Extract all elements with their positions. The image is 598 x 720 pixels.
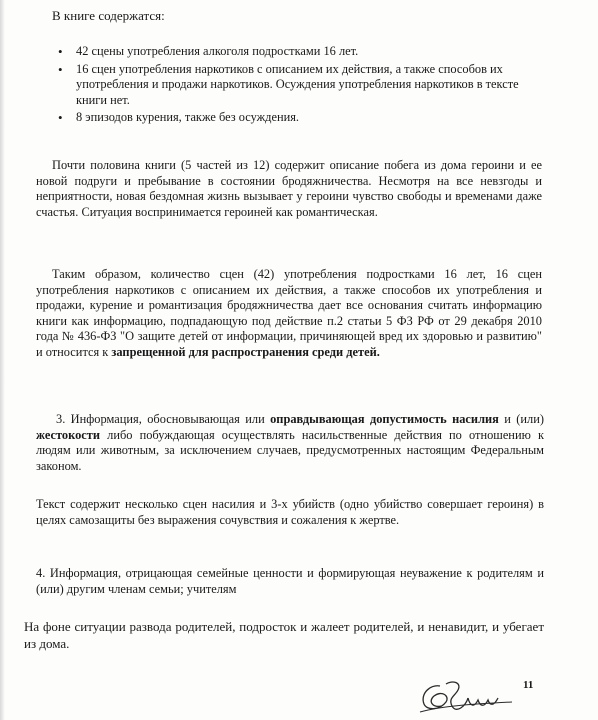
criterion-text-1: 3. Информация, обосновывающая или xyxy=(56,412,271,426)
intro-heading: В книге содержатся: xyxy=(52,8,165,23)
criterion-text-2: и (или) xyxy=(498,412,544,426)
bullet-icon: • xyxy=(58,110,63,125)
paragraph-conclusion xyxy=(36,267,542,360)
conclusion-text: Таким образом, количество сцен (42) употребления подростками 16 лет, 16 сцен употребления наркотиков с описанием их действия, а также способов их употребления и продажи, курение и романтизация бродяжничества дает все основания считать информацию книги как информацию, подпадающую под действие п.2 статьи 5 ФЗ РФ от 29 декабря 2010 года № 436-ФЗ "О защите детей от информации, причиняющей вред их здоровью и развитию" и относится к xyxy=(36,267,542,359)
paragraph-divorce: На фоне ситуации развода родителей, подросток и жалеет родителей, и ненавидит, и убегает из дома. xyxy=(24,619,544,651)
list-item-text: 16 сцен употребления наркотиков с описанием их действия, а также способов их употребления и продажи наркотиков. Осуждения употребления наркотиков в тексте книги нет. xyxy=(76,61,519,107)
criterion-text-3: либо побуждающая осуществлять насильственные действия по отношению к людям или животным, за исключением случаев, предусмотренных настоящим Федеральным законом. xyxy=(36,427,544,473)
criterion-bold-2: жестокости xyxy=(36,427,100,442)
list-item-text: 42 сцены употребления алкоголя подростками 16 лет. xyxy=(76,44,359,58)
bullet-icon: • xyxy=(58,61,63,77)
scan-edge-shadow xyxy=(0,0,5,720)
signature-icon xyxy=(412,676,522,720)
paragraph-vagrancy: Почти половина книги (5 частей из 12) содержит описание побега из дома героини и ее новой подруги и пребывание в состоянии бродяжничества. Несмотря на все невзгоды и неприятности, новая бездомная жизнь вызывает у героини чувство свободы и временами даже счастья. Ситуация воспринимается героиней как романтическая. xyxy=(36,158,542,219)
paragraph-family-criterion: 4. Информация, отрицающая семейные ценности и формирующая неуважение к родителям и (или) другим членам семьи; учителям xyxy=(36,566,544,596)
list-item xyxy=(58,62,543,109)
page-number: 11 xyxy=(523,679,534,691)
criterion-bold-1: оправдывающая допустимость насилия xyxy=(270,412,499,426)
list-item-text: 8 эпизодов курения, также без осуждения. xyxy=(76,110,300,124)
content-bullet-list xyxy=(58,44,543,128)
bullet-icon: • xyxy=(58,44,63,59)
list-item xyxy=(58,110,543,126)
paragraph-violence-criterion xyxy=(36,412,544,474)
paragraph-violence-scenes: Текст содержит несколько сцен насилия и 3-х убийств (одно убийство совершает героиня) в целях самозащиты без выражения сочувствия и сожаления к жертве. xyxy=(36,497,544,527)
list-item xyxy=(58,44,543,60)
conclusion-bold: запрещенной для распространения среди детей. xyxy=(111,344,380,359)
